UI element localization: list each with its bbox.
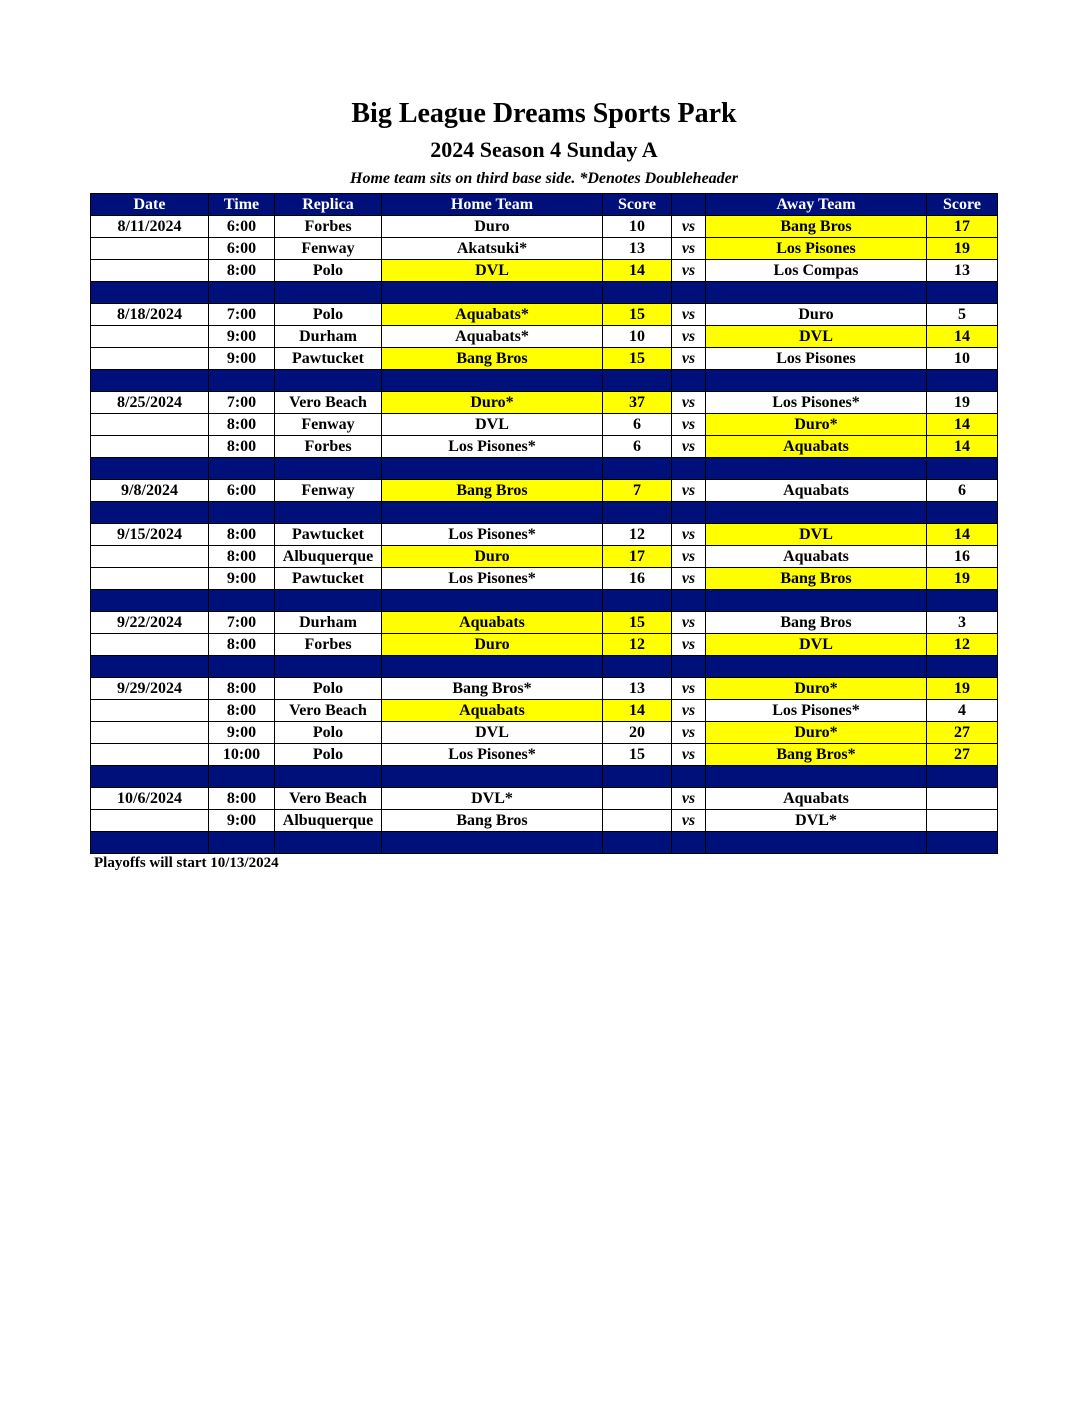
away-team-cell: Duro <box>706 304 927 326</box>
separator-cell <box>603 282 672 304</box>
home-team-cell: Los Pisones* <box>382 524 603 546</box>
separator-cell <box>927 656 998 678</box>
home-team-cell: Aquabats <box>382 612 603 634</box>
away-team-cell: Duro* <box>706 678 927 700</box>
time-cell: 10:00 <box>209 744 275 766</box>
time-cell: 9:00 <box>209 810 275 832</box>
field-cell: Pawtucket <box>275 348 382 370</box>
home-score-cell: 13 <box>603 238 672 260</box>
vs-cell: vs <box>672 304 706 326</box>
away-score-cell: 27 <box>927 744 998 766</box>
separator-cell <box>603 766 672 788</box>
game-row <box>91 326 998 348</box>
time-cell: 6:00 <box>209 480 275 502</box>
time-cell: 6:00 <box>209 216 275 238</box>
separator-cell <box>209 502 275 524</box>
home-score-cell: 15 <box>603 304 672 326</box>
field-cell: Polo <box>275 304 382 326</box>
field-cell: Pawtucket <box>275 568 382 590</box>
away-team-cell: Los Pisones <box>706 238 927 260</box>
home-team-cell: Los Pisones* <box>382 436 603 458</box>
away-team-cell: Bang Bros <box>706 568 927 590</box>
game-row <box>91 216 998 238</box>
separator-cell <box>706 502 927 524</box>
separator-cell <box>706 282 927 304</box>
field-cell: Polo <box>275 722 382 744</box>
separator-cell <box>672 656 706 678</box>
separator-row <box>91 832 998 854</box>
vs-cell: vs <box>672 392 706 414</box>
game-row <box>91 260 998 282</box>
separator-cell <box>382 458 603 480</box>
time-cell: 8:00 <box>209 436 275 458</box>
game-row <box>91 700 998 722</box>
date-cell: 9/29/2024 <box>91 678 209 700</box>
away-score-cell: 19 <box>927 678 998 700</box>
vs-cell: vs <box>672 326 706 348</box>
away-score-cell: 27 <box>927 722 998 744</box>
vs-cell: vs <box>672 260 706 282</box>
away-team-cell: Los Compas <box>706 260 927 282</box>
vs-cell: vs <box>672 810 706 832</box>
home-score-cell: 10 <box>603 326 672 348</box>
home-score-cell: 6 <box>603 414 672 436</box>
field-cell: Fenway <box>275 238 382 260</box>
separator-cell <box>275 502 382 524</box>
separator-cell <box>706 590 927 612</box>
game-row <box>91 744 998 766</box>
separator-cell <box>603 590 672 612</box>
schedule-body <box>91 216 998 854</box>
home-team-cell: Bang Bros* <box>382 678 603 700</box>
separator-cell <box>706 766 927 788</box>
date-cell <box>91 436 209 458</box>
game-row <box>91 722 998 744</box>
col-header-away-team: Away Team <box>706 194 927 216</box>
home-score-cell: 7 <box>603 480 672 502</box>
field-cell: Albuquerque <box>275 546 382 568</box>
vs-cell: vs <box>672 348 706 370</box>
home-team-cell: Los Pisones* <box>382 568 603 590</box>
game-row <box>91 304 998 326</box>
field-cell: Polo <box>275 678 382 700</box>
away-team-cell: Duro* <box>706 414 927 436</box>
away-score-cell: 17 <box>927 216 998 238</box>
home-score-cell: 17 <box>603 546 672 568</box>
home-team-cell: DVL <box>382 414 603 436</box>
separator-cell <box>706 370 927 392</box>
time-cell: 8:00 <box>209 524 275 546</box>
home-team-cell: Akatsuki* <box>382 238 603 260</box>
field-cell: Albuquerque <box>275 810 382 832</box>
home-team-cell: Aquabats <box>382 700 603 722</box>
away-score-cell: 19 <box>927 392 998 414</box>
separator-cell <box>672 282 706 304</box>
away-score-cell <box>927 810 998 832</box>
separator-cell <box>209 458 275 480</box>
away-team-cell: DVL <box>706 326 927 348</box>
separator-cell <box>382 370 603 392</box>
col-header-home-score: Score <box>603 194 672 216</box>
separator-row <box>91 502 998 524</box>
time-cell: 9:00 <box>209 326 275 348</box>
game-row <box>91 634 998 656</box>
separator-cell <box>382 832 603 854</box>
time-cell: 7:00 <box>209 392 275 414</box>
date-cell <box>91 238 209 260</box>
home-score-cell: 15 <box>603 612 672 634</box>
separator-cell <box>672 590 706 612</box>
game-row <box>91 524 998 546</box>
separator-row <box>91 458 998 480</box>
away-score-cell: 4 <box>927 700 998 722</box>
home-score-cell: 14 <box>603 260 672 282</box>
separator-cell <box>927 458 998 480</box>
time-cell: 7:00 <box>209 304 275 326</box>
vs-cell: vs <box>672 414 706 436</box>
vs-cell: vs <box>672 524 706 546</box>
game-row <box>91 480 998 502</box>
time-cell: 8:00 <box>209 700 275 722</box>
separator-cell <box>209 370 275 392</box>
away-score-cell: 5 <box>927 304 998 326</box>
time-cell: 6:00 <box>209 238 275 260</box>
game-row <box>91 436 998 458</box>
home-score-cell: 6 <box>603 436 672 458</box>
separator-cell <box>672 766 706 788</box>
separator-cell <box>927 590 998 612</box>
date-cell <box>91 700 209 722</box>
separator-cell <box>275 282 382 304</box>
home-team-cell: DVL <box>382 722 603 744</box>
playoffs-note: Playoffs will start 10/13/2024 <box>94 855 279 871</box>
separator-cell <box>927 502 998 524</box>
date-cell <box>91 634 209 656</box>
away-score-cell: 6 <box>927 480 998 502</box>
separator-cell <box>275 832 382 854</box>
separator-row <box>91 590 998 612</box>
game-row <box>91 568 998 590</box>
game-row <box>91 810 998 832</box>
separator-cell <box>91 656 209 678</box>
game-row <box>91 414 998 436</box>
home-team-cell: DVL* <box>382 788 603 810</box>
separator-cell <box>672 370 706 392</box>
away-team-cell: Bang Bros* <box>706 744 927 766</box>
date-cell: 8/11/2024 <box>91 216 209 238</box>
home-score-cell: 15 <box>603 348 672 370</box>
game-row <box>91 392 998 414</box>
separator-cell <box>209 832 275 854</box>
separator-cell <box>927 766 998 788</box>
away-score-cell: 13 <box>927 260 998 282</box>
vs-cell: vs <box>672 722 706 744</box>
col-header-date: Date <box>91 194 209 216</box>
field-cell: Vero Beach <box>275 392 382 414</box>
separator-cell <box>603 502 672 524</box>
separator-cell <box>91 502 209 524</box>
separator-cell <box>706 656 927 678</box>
date-cell: 8/18/2024 <box>91 304 209 326</box>
col-header-vs <box>672 194 706 216</box>
home-score-cell: 13 <box>603 678 672 700</box>
separator-row <box>91 766 998 788</box>
separator-cell <box>927 832 998 854</box>
separator-cell <box>209 282 275 304</box>
vs-cell: vs <box>672 436 706 458</box>
separator-row <box>91 370 998 392</box>
time-cell: 9:00 <box>209 348 275 370</box>
home-team-cell: Bang Bros <box>382 480 603 502</box>
separator-cell <box>603 832 672 854</box>
time-cell: 9:00 <box>209 568 275 590</box>
away-score-cell: 16 <box>927 546 998 568</box>
col-header-time: Time <box>209 194 275 216</box>
vs-cell: vs <box>672 216 706 238</box>
vs-cell: vs <box>672 634 706 656</box>
away-team-cell: DVL <box>706 524 927 546</box>
away-team-cell: Duro* <box>706 722 927 744</box>
col-header-away-score: Score <box>927 194 998 216</box>
field-cell: Pawtucket <box>275 524 382 546</box>
home-team-cell: Duro <box>382 634 603 656</box>
away-score-cell <box>927 788 998 810</box>
separator-cell <box>672 458 706 480</box>
field-cell: Vero Beach <box>275 700 382 722</box>
date-cell: 9/8/2024 <box>91 480 209 502</box>
game-row <box>91 678 998 700</box>
time-cell: 8:00 <box>209 788 275 810</box>
date-cell <box>91 810 209 832</box>
date-cell <box>91 326 209 348</box>
field-cell: Forbes <box>275 436 382 458</box>
separator-cell <box>91 458 209 480</box>
home-team-cell: Bang Bros <box>382 810 603 832</box>
game-row <box>91 788 998 810</box>
home-team-cell: Aquabats* <box>382 326 603 348</box>
separator-cell <box>672 832 706 854</box>
home-score-cell: 12 <box>603 524 672 546</box>
home-score-cell: 14 <box>603 700 672 722</box>
field-cell: Vero Beach <box>275 788 382 810</box>
vs-cell: vs <box>672 744 706 766</box>
time-cell: 8:00 <box>209 634 275 656</box>
away-score-cell: 14 <box>927 436 998 458</box>
home-team-cell: Duro <box>382 546 603 568</box>
away-team-cell: Los Pisones* <box>706 700 927 722</box>
home-team-cell: Duro* <box>382 392 603 414</box>
date-cell <box>91 260 209 282</box>
away-team-cell: Los Pisones <box>706 348 927 370</box>
game-row <box>91 546 998 568</box>
home-team-cell: Bang Bros <box>382 348 603 370</box>
separator-cell <box>275 458 382 480</box>
separator-cell <box>603 458 672 480</box>
home-score-cell: 12 <box>603 634 672 656</box>
date-cell: 10/6/2024 <box>91 788 209 810</box>
separator-cell <box>382 282 603 304</box>
home-team-cell: Los Pisones* <box>382 744 603 766</box>
date-cell <box>91 414 209 436</box>
col-header-replica: Replica <box>275 194 382 216</box>
vs-cell: vs <box>672 678 706 700</box>
away-team-cell: DVL <box>706 634 927 656</box>
away-score-cell: 12 <box>927 634 998 656</box>
home-score-cell: 10 <box>603 216 672 238</box>
separator-cell <box>706 458 927 480</box>
separator-cell <box>209 656 275 678</box>
home-score-cell: 20 <box>603 722 672 744</box>
separator-cell <box>275 590 382 612</box>
schedule-table <box>90 193 998 854</box>
vs-cell: vs <box>672 612 706 634</box>
separator-cell <box>927 282 998 304</box>
home-score-cell: 37 <box>603 392 672 414</box>
separator-cell <box>672 502 706 524</box>
date-cell <box>91 744 209 766</box>
home-team-cell: DVL <box>382 260 603 282</box>
away-team-cell: Bang Bros <box>706 612 927 634</box>
home-score-cell <box>603 788 672 810</box>
time-cell: 7:00 <box>209 612 275 634</box>
separator-cell <box>275 766 382 788</box>
away-team-cell: DVL* <box>706 810 927 832</box>
time-cell: 8:00 <box>209 260 275 282</box>
time-cell: 9:00 <box>209 722 275 744</box>
away-score-cell: 19 <box>927 568 998 590</box>
separator-cell <box>209 766 275 788</box>
separator-cell <box>603 370 672 392</box>
vs-cell: vs <box>672 546 706 568</box>
col-header-home-team: Home Team <box>382 194 603 216</box>
separator-cell <box>382 590 603 612</box>
separator-cell <box>382 656 603 678</box>
time-cell: 8:00 <box>209 546 275 568</box>
separator-cell <box>91 590 209 612</box>
schedule-note: Home team sits on third base side. *Denotes Doubleheader <box>350 170 738 187</box>
away-score-cell: 14 <box>927 414 998 436</box>
field-cell: Fenway <box>275 480 382 502</box>
game-row <box>91 238 998 260</box>
separator-row <box>91 282 998 304</box>
date-cell: 8/25/2024 <box>91 392 209 414</box>
separator-row <box>91 656 998 678</box>
field-cell: Polo <box>275 260 382 282</box>
field-cell: Durham <box>275 612 382 634</box>
separator-cell <box>382 502 603 524</box>
field-cell: Fenway <box>275 414 382 436</box>
field-cell: Polo <box>275 744 382 766</box>
separator-cell <box>91 370 209 392</box>
vs-cell: vs <box>672 788 706 810</box>
separator-cell <box>275 370 382 392</box>
away-score-cell: 10 <box>927 348 998 370</box>
separator-cell <box>603 656 672 678</box>
field-cell: Forbes <box>275 634 382 656</box>
separator-cell <box>91 282 209 304</box>
date-cell: 9/22/2024 <box>91 612 209 634</box>
page-subtitle: 2024 Season 4 Sunday A <box>430 137 658 162</box>
home-team-cell: Duro <box>382 216 603 238</box>
away-score-cell: 3 <box>927 612 998 634</box>
away-team-cell: Bang Bros <box>706 216 927 238</box>
field-cell: Durham <box>275 326 382 348</box>
date-cell <box>91 568 209 590</box>
home-team-cell: Aquabats* <box>382 304 603 326</box>
date-cell <box>91 546 209 568</box>
time-cell: 8:00 <box>209 414 275 436</box>
vs-cell: vs <box>672 568 706 590</box>
vs-cell: vs <box>672 238 706 260</box>
separator-cell <box>209 590 275 612</box>
away-team-cell: Aquabats <box>706 480 927 502</box>
separator-cell <box>91 832 209 854</box>
separator-cell <box>382 766 603 788</box>
home-score-cell: 15 <box>603 744 672 766</box>
game-row <box>91 612 998 634</box>
home-score-cell <box>603 810 672 832</box>
away-team-cell: Aquabats <box>706 546 927 568</box>
away-team-cell: Aquabats <box>706 436 927 458</box>
separator-cell <box>706 832 927 854</box>
separator-cell <box>275 656 382 678</box>
date-cell: 9/15/2024 <box>91 524 209 546</box>
separator-cell <box>927 370 998 392</box>
game-row <box>91 348 998 370</box>
page-title: Big League Dreams Sports Park <box>351 98 737 129</box>
away-team-cell: Aquabats <box>706 788 927 810</box>
away-score-cell: 19 <box>927 238 998 260</box>
separator-cell <box>91 766 209 788</box>
vs-cell: vs <box>672 480 706 502</box>
away-team-cell: Los Pisones* <box>706 392 927 414</box>
home-score-cell: 16 <box>603 568 672 590</box>
away-score-cell: 14 <box>927 326 998 348</box>
header-row <box>91 194 998 216</box>
date-cell <box>91 348 209 370</box>
date-cell <box>91 722 209 744</box>
field-cell: Forbes <box>275 216 382 238</box>
away-score-cell: 14 <box>927 524 998 546</box>
vs-cell: vs <box>672 700 706 722</box>
time-cell: 8:00 <box>209 678 275 700</box>
